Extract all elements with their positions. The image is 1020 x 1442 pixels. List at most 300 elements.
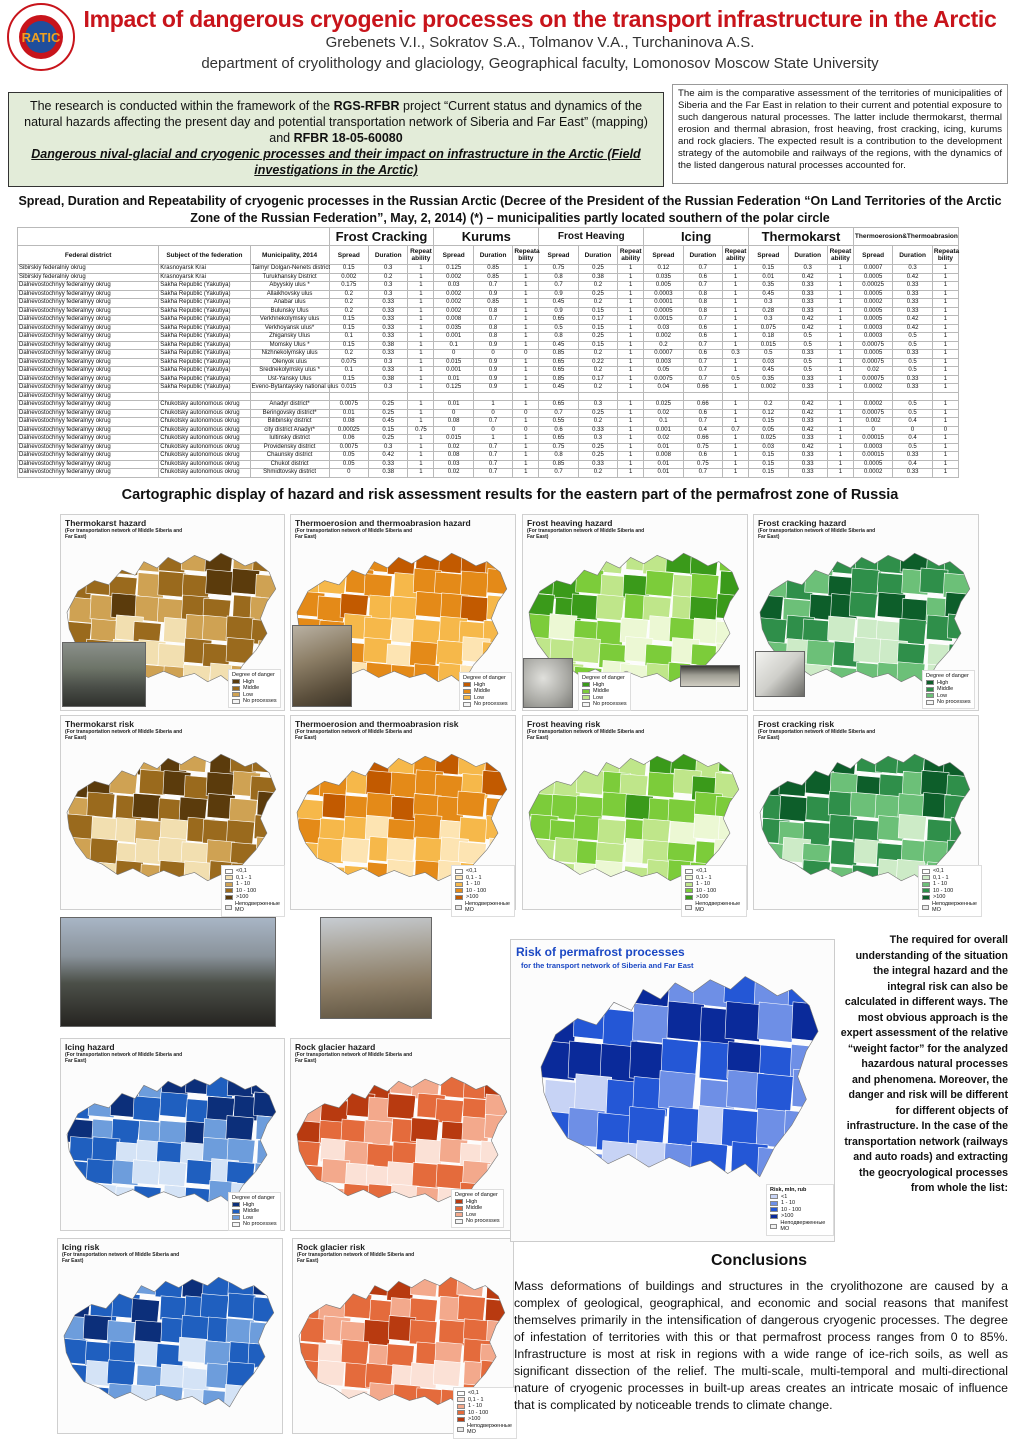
table-cell: 0.1 — [329, 333, 368, 342]
table-cell: 1 — [723, 324, 749, 333]
table-cell: 0.002 — [434, 273, 473, 282]
table-cell: Bulunsky Ulus — [250, 307, 329, 316]
table-cell: 0.33 — [578, 460, 617, 469]
table-cell: 0.65 — [539, 367, 578, 376]
table-cell: 1 — [408, 460, 434, 469]
table-cell: 0.025 — [644, 401, 683, 410]
table-cell: 0.00075 — [853, 341, 892, 350]
table-cell: Sakha Republic (Yakutiya) — [159, 282, 250, 291]
table-cell: 1 — [723, 435, 749, 444]
table-cell: 1 — [932, 443, 958, 452]
col-repeata: Repeata bility — [932, 246, 958, 265]
table-cell: 0.38 — [369, 375, 408, 384]
cartographic-title: Cartographic display of hazard and risk assessment results for the eastern part of the permafrost zone of Russia — [121, 487, 899, 503]
data-table-wrapper — [17, 227, 959, 478]
col-duration: Duration — [369, 246, 408, 265]
table-cell: 0.28 — [749, 307, 788, 316]
table-row — [18, 469, 959, 478]
table-cell: 1 — [513, 443, 539, 452]
map-subtitle: (For transportation network of Middle Siberia and Far East) — [295, 1052, 413, 1064]
table-cell: 1 — [618, 409, 644, 418]
table-cell: 0 — [932, 426, 958, 435]
table-cell: Dalnevostochnyy federalnyy okrug — [18, 443, 159, 452]
table-cell: 0.15 — [329, 375, 368, 384]
table-cell: 1 — [408, 384, 434, 393]
table-cell: 1 — [932, 358, 958, 367]
table-cell: 0.66 — [683, 384, 722, 393]
table-cell: 0.015 — [749, 341, 788, 350]
table-cell: 0.06 — [329, 435, 368, 444]
table-cell: 0.15 — [749, 452, 788, 461]
table-cell: 1 — [408, 290, 434, 299]
table-cell: 0.42 — [893, 273, 932, 282]
col-spread: Spread — [644, 246, 683, 265]
table-cell: 0.38 — [578, 273, 617, 282]
table-cell: 0.035 — [644, 273, 683, 282]
table-cell: 0.01 — [644, 460, 683, 469]
table-cell: Chukotsky autonomous okrug — [159, 452, 250, 461]
table-cell: Sakha Republic (Yakutiya) — [159, 375, 250, 384]
table-cell: 0.7 — [473, 469, 512, 478]
table-cell: 0.005 — [644, 282, 683, 291]
risk-legend: <0,1 0,1 - 1 1 - 10 10 - 100 >100 Неподверженные МО — [453, 1387, 517, 1439]
table-cell: 0.42 — [893, 324, 932, 333]
col-duration: Duration — [893, 246, 932, 265]
table-cell: 0.03 — [434, 460, 473, 469]
table-cell: 0.33 — [893, 282, 932, 291]
table-cell: 1 — [827, 316, 853, 325]
table-cell: 1 — [513, 460, 539, 469]
table-row — [18, 452, 959, 461]
table-cell: 0.45 — [369, 418, 408, 427]
table-cell — [788, 392, 827, 401]
table-cell: 0.7 — [473, 418, 512, 427]
table-cell: 0.2 — [749, 401, 788, 410]
table-cell: 1 — [618, 426, 644, 435]
table-cell: 0.2 — [578, 418, 617, 427]
table-cell: 1 — [723, 282, 749, 291]
col-repeat: Repeat ability — [723, 246, 749, 265]
table-cell: 1 — [408, 299, 434, 308]
table-cell: 1 — [513, 384, 539, 393]
table-cell: 0.75 — [539, 443, 578, 452]
table-cell: 1 — [618, 460, 644, 469]
table-row — [18, 341, 959, 350]
table-cell: Dalnevostochnyy federalnyy okrug — [18, 341, 159, 350]
table-cell: 1 — [827, 443, 853, 452]
table-cell: 1 — [932, 469, 958, 478]
department: department of cryolithology and glaciology, Geographical faculty, Lomonosov Moscow State University — [201, 55, 879, 72]
table-cell: 0.7 — [683, 282, 722, 291]
table-cell: 0.5 — [788, 333, 827, 342]
risk-legend: <0,1 0,1 - 1 1 - 10 10 - 100 >100 Неподверженные МО — [918, 865, 982, 917]
table-cell: 0.42 — [788, 409, 827, 418]
col-spread: Spread — [853, 246, 892, 265]
table-row — [18, 392, 959, 401]
table-cell: 0.42 — [369, 452, 408, 461]
table-cell: 0.15 — [749, 460, 788, 469]
table-cell: 0.42 — [788, 401, 827, 410]
table-cell: 0.33 — [788, 469, 827, 478]
table-cell: 1 — [473, 435, 512, 444]
table-cell: Sakha Republic (Yakutiya) — [159, 307, 250, 316]
table-cell: 0.1 — [329, 367, 368, 376]
map-subtitle: (For transportation network of Middle Siberia and Far East) — [758, 729, 876, 741]
table-cell: 1 — [408, 341, 434, 350]
table-cell: Chukotsky autonomous okrug — [159, 409, 250, 418]
table-cell: 0.7 — [473, 460, 512, 469]
integral-hazard-text: The required for overall understanding of the situation the integral hazard and the integral risk can also be calculated in different ways. The most obvious approach is the expert assessment of the relative “weight factor” for the analyzed hazardous natural processes and phenomena. Moreover, the danger and risk will be different for different objects of infrastructure. In the case of the transportation network (railways and auto roads) and extracting the geocryological processes from whole the list: — [840, 934, 1008, 1194]
conclusions-title: Conclusions — [710, 1252, 807, 1269]
table-cell: 0.5 — [893, 367, 932, 376]
table-cell: 0.9 — [473, 367, 512, 376]
table-cell: 0.85 — [539, 350, 578, 359]
table-cell: 0.33 — [369, 299, 408, 308]
table-cell: 0.9 — [539, 307, 578, 316]
table-cell — [723, 392, 749, 401]
table-cell: 0.002 — [749, 384, 788, 393]
table-cell: 1 — [723, 290, 749, 299]
table-cell: 1 — [513, 341, 539, 350]
table-cell: 1 — [827, 341, 853, 350]
table-cell: Sakha Republic (Yakutiya) — [159, 316, 250, 325]
table-cell: 1 — [408, 350, 434, 359]
table-cell: 0.9 — [473, 341, 512, 350]
table-cell: 1 — [618, 341, 644, 350]
table-cell: 0 — [513, 426, 539, 435]
map-icing-risk — [57, 1238, 283, 1434]
table-cell: 0.15 — [329, 316, 368, 325]
map-frost-heaving-risk — [522, 715, 748, 913]
table-cell: Sakha Republic (Yakutiya) — [159, 290, 250, 299]
group-frost-heaving: Frost Heaving — [539, 228, 644, 246]
table-cell: 1 — [618, 384, 644, 393]
table-cell: 0.0005 — [853, 460, 892, 469]
table-cell: 1 — [723, 418, 749, 427]
table-cell: 1 — [827, 290, 853, 299]
table-cell: 0.00025 — [329, 426, 368, 435]
table-cell: 0 — [853, 426, 892, 435]
col-duration: Duration — [788, 246, 827, 265]
table-cell: 0.01 — [644, 469, 683, 478]
table-cell — [369, 392, 408, 401]
project-subtitle: Dangerous nival-glacial and cryogenic processes and their impact on infrastructure in the Arctic (Field investigations in the Arctic) — [31, 147, 641, 177]
map-subtitle: (For transportation network of Middle Siberia and Far East) — [295, 528, 413, 540]
table-cell: 1 — [408, 401, 434, 410]
table-cell: Chukotsky autonomous okrug — [159, 469, 250, 478]
table-cell: 1 — [723, 443, 749, 452]
table-cell: Anadyr district* — [250, 401, 329, 410]
table-cell: 0.85 — [473, 299, 512, 308]
table-cell: 1 — [513, 418, 539, 427]
table-cell: 1 — [932, 307, 958, 316]
col-subject: Subject of the federation — [159, 246, 250, 265]
table-cell: 0.08 — [434, 418, 473, 427]
table-cell: 1 — [827, 460, 853, 469]
table-cell: 0 — [513, 350, 539, 359]
col-repeat: Repeat ability — [408, 246, 434, 265]
table-cell: Dalnevostochnyy federalnyy okrug — [18, 333, 159, 342]
table-cell: Momsky Ulus * — [250, 341, 329, 350]
table-cell: Chukotsky autonomous okrug — [159, 460, 250, 469]
map-frost-cracking-risk — [753, 715, 979, 913]
table-cell: Nizhnekolymsky ulus — [250, 350, 329, 359]
table-cell: 0 — [893, 426, 932, 435]
table-cell: 0.15 — [578, 341, 617, 350]
table-cell: Dalnevostochnyy federalnyy okrug — [18, 435, 159, 444]
table-cell: Sakha Republic (Yakutiya) — [159, 333, 250, 342]
table-cell: 0.3 — [369, 282, 408, 291]
table-cell: 0.4 — [683, 426, 722, 435]
table-cell: 1 — [513, 333, 539, 342]
table-cell: 0.1 — [644, 418, 683, 427]
table-cell: 0.7 — [683, 341, 722, 350]
table-cell: Dalnevostochnyy federalnyy okrug — [18, 316, 159, 325]
map-thermokarst-risk — [60, 715, 285, 913]
table-cell: 1 — [827, 401, 853, 410]
table-cell: 1 — [408, 282, 434, 291]
table-cell: Chukotsky autonomous okrug — [159, 418, 250, 427]
table-cell: 0.66 — [683, 401, 722, 410]
table-cell: 0.7 — [473, 316, 512, 325]
table-row — [18, 401, 959, 410]
table-cell: 0.03 — [434, 282, 473, 291]
table-cell: 1 — [723, 273, 749, 282]
pipeline-photo — [680, 665, 740, 687]
table-cell: 1 — [723, 316, 749, 325]
hazard-legend: Degree of danger High Middle Low No processes — [578, 672, 631, 711]
table-cell: 0.001 — [434, 333, 473, 342]
table-cell: 0.0002 — [853, 401, 892, 410]
table-cell: 0.002 — [434, 307, 473, 316]
table-cell: 0.33 — [788, 282, 827, 291]
table-cell: Dalnevostochnyy federalnyy okrug — [18, 418, 159, 427]
table-cell: 1 — [827, 299, 853, 308]
table-row — [18, 265, 959, 274]
table-cell: 0.0003 — [853, 333, 892, 342]
table-cell: 0.8 — [473, 333, 512, 342]
table-cell: 0.03 — [644, 324, 683, 333]
group-kurums: Kurums — [434, 228, 539, 246]
table-title: Spread, Duration and Repeatability of cryogenic processes in the Russian Arctic (Decree of the President of the Russian Federation “On Land Territories of the Arctic Zone of the Russian Federation”, May, 2, 2014) (*) – municipalities partly located southern of the polar circle — [18, 194, 1002, 225]
table-cell: 0.04 — [644, 384, 683, 393]
table-cell: Dalnevostochnyy federalnyy okrug — [18, 426, 159, 435]
table-cell: 1 — [408, 265, 434, 274]
table-cell: Sakha Republic (Yakutiya) — [159, 358, 250, 367]
map-rock-glacier-risk — [292, 1238, 514, 1434]
table-cell: 0.66 — [683, 435, 722, 444]
table-cell: 0.15 — [749, 418, 788, 427]
permafrost-risk-map — [510, 939, 835, 1242]
table-cell: 1 — [827, 469, 853, 478]
table-cell: 0.38 — [369, 341, 408, 350]
authors: Grebenets V.I., Sokratov S.A., Tolmanov V.A., Turchaninova A.S. — [325, 34, 755, 51]
table-cell: 1 — [513, 299, 539, 308]
table-cell — [893, 392, 932, 401]
table-cell: 0.0005 — [853, 290, 892, 299]
table-cell: 0.0003 — [853, 443, 892, 452]
table-cell: 0.33 — [369, 333, 408, 342]
table-cell — [578, 392, 617, 401]
region-map — [64, 1273, 276, 1409]
table-cell: 1 — [723, 333, 749, 342]
table-cell: 0.0003 — [853, 324, 892, 333]
map-title: Frost cracking risk — [758, 719, 835, 729]
table-row — [18, 273, 959, 282]
table-cell: 1 — [408, 375, 434, 384]
table-cell: 1 — [932, 282, 958, 291]
group-thermoerosion: Thermoerosion&Thermoabrasion — [853, 228, 958, 246]
map-icing-hazard — [60, 1038, 285, 1231]
table-cell: 0.33 — [893, 299, 932, 308]
table-cell: 1 — [723, 469, 749, 478]
table-cell: 0.8 — [683, 307, 722, 316]
table-cell: 0.5 — [788, 358, 827, 367]
table-cell: 1 — [618, 273, 644, 282]
table-cell: 0 — [513, 409, 539, 418]
table-cell: 0.6 — [683, 452, 722, 461]
table-cell: Krasnoyarsk Krai — [159, 273, 250, 282]
table-cell: 0.125 — [434, 384, 473, 393]
table-cell: 1 — [827, 375, 853, 384]
table-cell: 0.0007 — [853, 265, 892, 274]
table-cell: 0.45 — [539, 341, 578, 350]
table-cell: 1 — [723, 299, 749, 308]
col-duration: Duration — [683, 246, 722, 265]
table-cell: 0.002 — [644, 333, 683, 342]
table-cell: Ust-Yansky Ulus — [250, 375, 329, 384]
table-cell: 0.33 — [369, 367, 408, 376]
table-cell: 1 — [513, 469, 539, 478]
table-cell: 0.015 — [434, 435, 473, 444]
table-cell: 0.7 — [473, 443, 512, 452]
table-cell: Chukotsky autonomous okrug — [159, 426, 250, 435]
table-cell: Eveno-Bytantaysky national ulus — [251, 384, 339, 390]
table-cell: 0.7 — [539, 409, 578, 418]
col-repeat: Repeat ability — [618, 246, 644, 265]
table-cell: 1 — [513, 307, 539, 316]
table-cell: 0.0005 — [853, 273, 892, 282]
table-cell: 0.25 — [578, 452, 617, 461]
table-cell: 0.00025 — [853, 282, 892, 291]
table-cell — [827, 392, 853, 401]
table-cell: 1 — [932, 290, 958, 299]
table-cell: 0.002 — [853, 418, 892, 427]
table-row — [18, 418, 959, 427]
table-cell: Iultinsky district — [250, 435, 329, 444]
table-cell: 0.7 — [723, 426, 749, 435]
table-cell: 1 — [932, 265, 958, 274]
table-cell — [932, 392, 958, 401]
table-cell: 1 — [932, 435, 958, 444]
table-cell: 0.65 — [539, 435, 578, 444]
table-cell: 1 — [408, 443, 434, 452]
col-duration: Duration — [578, 246, 617, 265]
table-row — [18, 443, 959, 452]
hazard-legend: Degree of danger High Middle Low No processes — [459, 672, 512, 711]
table-cell: 0.0003 — [644, 290, 683, 299]
table-cell: 0.08 — [329, 418, 368, 427]
table-cell: 0.6 — [683, 273, 722, 282]
table-cell: 1 — [723, 460, 749, 469]
table-cell: 1 — [827, 282, 853, 291]
table-cell: 0.05 — [644, 367, 683, 376]
table-cell: 0.33 — [788, 384, 827, 393]
table-cell: 0.6 — [683, 324, 722, 333]
risk-map-title: Risk of permafrost processes — [516, 945, 685, 959]
table-cell: Dalnevostochnyy federalnyy okrug — [18, 384, 159, 393]
table-cell: 1 — [513, 452, 539, 461]
table-cell: 0.9 — [539, 290, 578, 299]
table-cell: 0.0075 — [329, 401, 368, 410]
group-frost-cracking: Frost Cracking — [329, 228, 434, 246]
table-cell: 0.0005 — [853, 316, 892, 325]
table-cell: 1 — [723, 401, 749, 410]
table-cell: 0.03 — [749, 443, 788, 452]
table-cell: 0.25 — [578, 409, 617, 418]
table-cell: 0.5 — [893, 409, 932, 418]
table-row — [18, 282, 959, 291]
table-cell: 0.0005 — [644, 307, 683, 316]
table-cell: Chukotsky autonomous okrug — [159, 443, 250, 452]
table-cell: 0.85 — [539, 375, 578, 384]
table-cell: 0.6 — [683, 409, 722, 418]
table-cell: 0.3 — [578, 435, 617, 444]
table-cell: 1 — [408, 409, 434, 418]
table-cell: 0.33 — [893, 384, 932, 393]
table-cell: 0.2 — [329, 290, 368, 299]
table-cell: 1 — [723, 358, 749, 367]
map-subtitle: (For transportation network of Middle Siberia and Far East) — [527, 528, 645, 540]
table-cell: 1 — [827, 452, 853, 461]
risk-map-legend: Risk, mln, rub <1 1 - 10 10 - 100 >100 Неподверженные МО — [766, 1184, 834, 1236]
col-duration: Duration — [473, 246, 512, 265]
table-cell: 0.02 — [434, 469, 473, 478]
table-cell: 0.5 — [539, 324, 578, 333]
table-cell: 0.0075 — [329, 443, 368, 452]
table-cell: Dalnevostochnyy federalnyy okrug — [18, 401, 159, 410]
table-cell: 1 — [618, 401, 644, 410]
map-subtitle: (For transportation network of Middle Siberia and Far East) — [62, 1252, 180, 1264]
table-cell: 0.18 — [749, 333, 788, 342]
table-cell: 0.05 — [329, 460, 368, 469]
table-cell: 0.7 — [683, 418, 722, 427]
table-cell: 0.0005 — [853, 307, 892, 316]
table-cell: city district Anadyr* — [250, 426, 329, 435]
table-cell: Sibirskiy federalniy okrug — [18, 273, 159, 282]
table-cell: 1 — [932, 350, 958, 359]
table-cell: 1 — [618, 443, 644, 452]
rock-glacier-photo — [320, 917, 432, 1019]
group-thermokarst: Thermokarst — [749, 228, 854, 246]
table-cell: 1 — [408, 333, 434, 342]
table-cell: Chukot district — [250, 460, 329, 469]
table-cell: 1 — [618, 307, 644, 316]
table-cell: 0.01 — [644, 443, 683, 452]
table-cell: 0.3 — [369, 358, 408, 367]
table-cell: 0.7 — [473, 282, 512, 291]
table-cell: 0.15 — [329, 341, 368, 350]
table-cell: 0.00015 — [853, 435, 892, 444]
col-spread: Spread — [329, 246, 368, 265]
table-cell: 1 — [932, 375, 958, 384]
table-cell: 0.65 — [539, 358, 578, 367]
table-cell: 0.6 — [683, 333, 722, 342]
table-cell: 1 — [618, 452, 644, 461]
table-cell: 0.42 — [788, 443, 827, 452]
table-cell: 0.08 — [434, 452, 473, 461]
table-cell: 0.33 — [788, 350, 827, 359]
